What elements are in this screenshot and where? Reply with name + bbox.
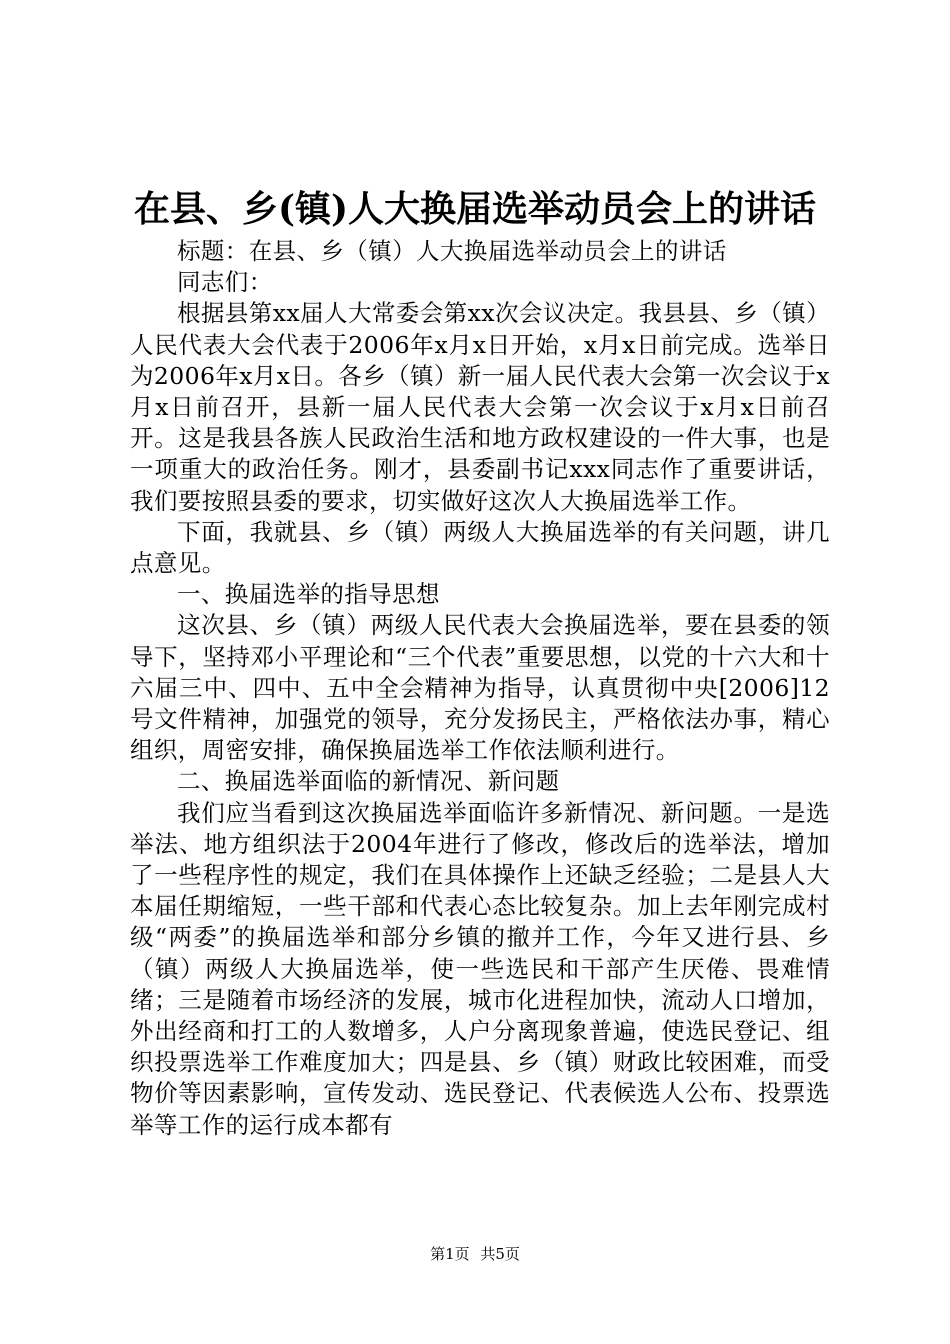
page-total: 共5页 (480, 1245, 520, 1263)
section-heading: 二、换届选举面临的新情况、新问题 (177, 767, 560, 796)
document-body (130, 236, 830, 1141)
section-heading: 一、换届选举的指导思想 (177, 580, 440, 609)
subtitle-line: 标题：在县、乡（镇）人大换届选举动员会上的讲话 (177, 237, 727, 265)
page-number: 第1页 (430, 1245, 470, 1263)
paragraph: 根据县第xx届人大常委会第xx次会议决定。我县县、乡（镇）人民代表大会代表于2006年x月x日开始，x月x日前完成。选举日为2006年x月x日。各乡（镇）新一届人民代表大会第一次会议于x月x日前召开，县新一届人民代表大会第一次会议于x月x日前召开。这是我县各族人民政治生活和地方政权建设的一件大事，也是一项重大的政治任务。刚才，县委副书记xxx同志作了重要讲话，我们要按照县委的要求，切实做好这次人大换届选举工作。 (130, 299, 830, 515)
page-footer (0, 1244, 950, 1264)
paragraph: 这次县、乡（镇）两级人民代表大会换届选举，要在县委的领导下，坚持邓小平理论和“三个代表”重要思想，以党的十六大和十六届三中、四中、五中全会精神为指导，认真贯彻中央[2006]12号文件精神，加强党的领导，充分发扬民主，严格依法办事，精心组织，周密安排，确保换届选举工作依法顺利进行。 (130, 611, 830, 765)
document-title: 在县、乡(镇)人大换届选举动员会上的讲话 (133, 188, 817, 230)
salutation: 同志们： (177, 268, 273, 297)
paragraph: 下面，我就县、乡（镇）两级人大换届选举的有关问题，讲几点意见。 (130, 517, 830, 578)
paragraph: 我们应当看到这次换届选举面临许多新情况、新问题。一是选举法、地方组织法于2004年进行了修改，修改后的选举法，增加了一些程序性的规定，我们在具体操作上还缺乏经验；二是县人大本届任期缩短，一些干部和代表心态比较复杂。加上去年刚完成村级“两委”的换届选举和部分乡镇的撤并工作，今年又进行县、乡（镇）两级人大换届选举，使一些选民和干部产生厌倦、畏难情绪；三是随着市场经济的发展，城市化进程加快，流动人口增加，外出经商和打工的人数增多，人户分离现象普遍，使选民登记、组织投票选举工作难度加大；四是县、乡（镇）财政比较困难，而受物价等因素影响，宣传发动、选民登记、代表候选人公布、投票选举等工作的运行成本都有 (130, 798, 830, 1139)
